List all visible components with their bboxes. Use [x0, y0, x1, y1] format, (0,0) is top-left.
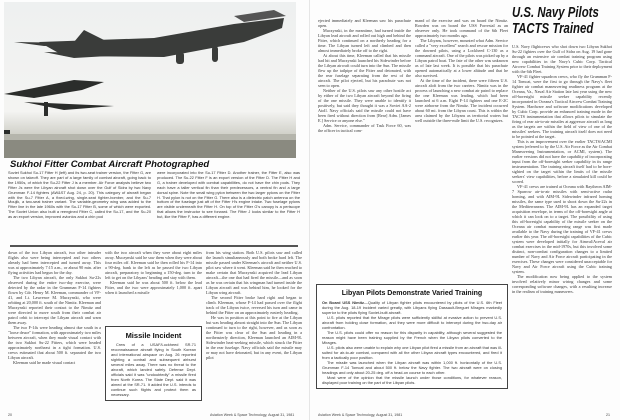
paragraph: The Libyans, however, mounted what Adm. Service called a "very excellent" search and rescue mission for the downed pilots, using a Lockheed C-130 as a command aircraft. One of the pilots was picked up by a Libyan patrol boat. The fate of the other was unknown as of late last week. It is possible that his parachute opened automatically at a lower altitude and that he also survived. — [415, 38, 508, 78]
paragraph: Kleeman said he was about 500 ft. below the lead Fitter, and the two were approximately 1,000 ft. apart when it launched a missile — [105, 280, 202, 295]
paragraph: VF-41 fighter squadron crews, who fly the Grumman F-14 Tomcat, were the first to go through the Navy's fleet fighter air combat maneuvering readiness program at the Oceana, Va., Naval Air Station late last year using the new off-boresight missile seeker capability recently incorporated in Oceana's Tactical Aircrew Combat Training System. Hardware and software modifications developed by Cubic Corp. provide an enhanced training mode in the TACTS instrumentation that allows pilots to simulate the firing of rear air-to-air missiles at aggressor aircraft as long as the targets are within the field of view of one of the missiles' seekers. The training aircraft itself does not need to be pointed at the target. — [512, 74, 612, 139]
article-column-1 — [8, 250, 101, 365]
box-text: Crew of a USAF/Lockheed SR-71 reconnaissance aircraft flying in South Korean and international airspace on Aug. 26 reported sighting a contrail and subsequent airburst several miles away. There was no threat to the aircraft, which landed safely. Defense Dept. officials said it was "undoubtedly" a missile fired from North Korea. The State Dept. said it was aimed at the SR-71. It added the U.S. intends to continue such flights and protect them as necessary. — [111, 342, 196, 397]
paragraph: The modification now being applied to the system involved relatively minor wiring changes and some corresponding software changes, with a resulting increase in the realism of training maneuvers. — [512, 274, 612, 294]
paragraph: Adm. Service, commander of Task Force 60, was the officer in tactical com- — [318, 123, 411, 133]
paragraph: U.S. Navy flightcrews who shot down two Libyan Sukhoi Su-22 fighters over the Gulf of Sidra on Aug. 19 had gone through an extensive air combat training program using new capabilities in the Navy's Cubic Corp. Tactical Aircrew Combat Training System prior to their deployment with the 6th Fleet. — [512, 44, 612, 74]
paragraph: ejected immediately and Kleeman saw his parachute open. — [318, 18, 411, 28]
paragraph: down of the two Libyan aircraft, two other intruder flights also were being intercepted and two others already had been intercepted and turned away. This was at approximately 7:15 a.m., or about 90 min. after flying activities had begun for the day. — [8, 250, 101, 275]
box-title: Missile Incident — [125, 331, 182, 340]
paragraph: The missile was launched when the Libyan aircraft was within 1,000 ft. horizontally of the U.S. Grumman F-14 Tomcat and about 500 ft. below the Navy fighter. The two aircraft were on closing headings and only about 20-25 deg. off a head-on course to each other. — [322, 360, 502, 375]
caption-divider — [10, 245, 298, 247]
right-page — [310, 0, 620, 420]
paragraph: The second Fitter broke hard right and began to climb. Kleeman, whose F-14 had passed over the flight track of the Libyan twice, reversed his turn and came in behind the Fitter on an approximately easterly heading. — [206, 295, 302, 315]
paragraph: The U.S. pilots could offer no reason for this disparity in capability, although several suggested the reason might have been training supplied by the French when the Libyan pilots converted to the Mirages. — [322, 330, 502, 345]
paragraph: mand of the exercise and was on board the Nimitz. Rowden was on board the USS Forrestal as an observer only. He took command of the 6th Fleet approximately two months ago. — [415, 18, 508, 38]
article-column-5 — [415, 18, 508, 123]
article-column-2 — [105, 250, 202, 295]
paragraph: This is an improvement over the earlier TACTS/ACMI system (referred to by the U.S. Air Force as the Air Combat Maneuvering Instrumentation, or ACMI, system). The earlier versions did not have the capability of incorporating input from the off-boresight seeker capability in its range instrumentation. The training aircraft itself had to be bore-sighted on the target within the limits of the missile seekers' view capabilities, before a simulated kill could be scored. — [512, 139, 612, 184]
page-footer: Aviation Week & Space Technology, August 31, 1981 — [318, 413, 403, 417]
paragraph: Neither of the U.S. pilots saw any other hostile act by either of the two Libyan aircraft beyond the firing of the one missile. They were unable to identify it positively, but said they thought it was a Soviet AA-2 Atoll. Navy officials said the missile could not have been fired without direction from [Rear] Adm. [James E.] Service or anyone else." — [318, 88, 411, 123]
paragraph: U.S. pilots reported that the Mirage pilots were sufficiently skillful at evasive action to prevent U.S. aircraft from holding close formation, and they were more difficult to intercept during the two-day air confrontation. — [322, 315, 502, 330]
paragraph: The two F-14s were heading almost due south in a "loose deuce" formation, with approximately two miles between aircraft, when they made visual contact with the two Sukhoi Su-22 Fitters, which were headed approximately northeast in a tight formation. U.S. crews estimated that about 500 ft. separated the two Libyan aircraft. — [8, 325, 101, 360]
article-column-4 — [318, 18, 411, 133]
photo-caption-col2: were incorporated into the Su-17 Fitter D. Another trainer, the Fitter E, also was produced. The Su-22 Fitter F is an export version of the Fitter D. The Fitter H and G, a trainer developed with combat capabilities, do not have the chin pods. They each have a taller vertical fin than their predecessors, a ventral fin and a large dorsal spine. Note the small wing pylon between the two larger pylons on the Fitter H. That pylon is not on the Fitter G. There also is a dielectric patch antenna on the bottom of the fuselage just aft of the Fitter H's engine intake. Two fuselage pylons are visible underneath the Fitter H. On top of the Fitter G's canopy is a periscope that allows the instructor to see forward. The Fitter J looks similar to the Fitter H but, like the Fitter F, has a different engine. — [157, 170, 300, 220]
paragraph: with the two aircraft when they were about eight miles away. Muczynski said he saw them when they were about four miles off. Kleeman said he then rolled his F-14 into a 90-deg. bank to the left as he passed the two Libyan aircraft, preparatory to beginning a 150-deg. turn to the left to get on the Libyans' heading and stay with them. — [105, 250, 202, 280]
paragraph: VF-41 crews are trained at Oceana with Raytheon AIM-7 Sparrow air-to-air missiles with semi-active radar homing, and with AIM-9L Sidewinder infrared homing missiles, the same type used to shoot down the Su-22s in the Mediterranean. The AIM-9L has an expanded target acquisition envelope, in terms of the off-boresight angle at which it can look on to a target. The possibility of using this off-boresight capability of the missile seeker on the Oceana air combat maneuvering range was first made available to the Navy during the training of VF-41 crews earlier this year. The off-boresight capabilities of the Cubic system were developed initially for Aimval/Aceval air combat exercises in the mid-1970s, but this involved some distinct, non-combat configuration changes to a limited number of Navy and Air Force aircraft participating in the exercises. These changes were considered unacceptable for Navy and Air Force aircraft using the Cubic training system. — [512, 184, 612, 274]
photo-caption-col1: Soviet Sukhoi Su-17 Fitter H (left) and its two-seat trainer version, the Fitter G, are shown on takeoff. They are part of a large family of combat aircraft, going back to the 1950s, of which the Su-22 Fitter J is a member. Air Force analysts believe two Fitter Js were the Libyan aircraft shot down over the Gulf of Sidra by two Navy Grumman F-14 fighters (AW&ST Aug. 24, p. 20). This category of aircraft began with the Su-7 Fitter A, a fixed-wing, single-seat fighter-bomber, and the Su-7 Moujik, a two-seat trainer variant. The variable-geometry wing was added to the Fitter line in the late 1960s with the Su-17 Fitter B, some of which were exported. The Soviet Union also built a reengined Fitter C, called the Su-17, and the Su-20 as an export version, improved avionics and a chin pod — [8, 170, 151, 220]
paragraph: from his wing station. Both U.S. pilots saw and called the launch simultaneously and both broke hard left. The missile passed under Kleeman's aircraft and neither U.S. pilot saw where it went. Kleeman said he then reached to make certain that Muczynski acquired the lead Libyan aircraft—the one that had fired the missile—and as soon as he was certain that his wingman had turned inside the Libyan aircraft and was behind him, he looked for the Libyan wing aircraft. — [206, 250, 302, 295]
sidebar-article — [512, 44, 612, 294]
article-column-3 — [206, 250, 302, 360]
page-number: 20 — [8, 413, 12, 417]
missile-incident-box — [105, 326, 202, 401]
libyan-pilots-box — [316, 284, 508, 389]
paragraph: At about this time, Kleeman called that his missile had hit and Muczynski launched his Sidewinder before the Libyan aircraft could turn into the Sun. The missile flew up the tailpipe of the Fitter and detonated, with the rear fuselage separating from the rest of the aircraft. The pilot ejected, but his parachute was not seen to open. — [318, 53, 411, 88]
dateline: On Board USS Nimitz — [322, 300, 364, 305]
paragraph: He was in position at this point to fire at the Libyan but was heading almost straight into the Sun. The Libyan continued to turn to the right, however, and as soon as the Fitter was clear of the Sun and heading in a northeasterly direction, Kleeman launched an AIM-9L Sidewinder heat-seeking missile, which struck the Fitter in the rear fuselage. Navy officials said the missile may or may not have detonated, but in any event, the Libyan pilot — [206, 315, 302, 360]
paragraph: U.S. pilots also were unable to explain why one Libyan pilot fired a missile from an aircraft that was ill-suited for air-to-air combat, compared with all the other Libyan aircraft types encountered, and fired it from a tactically poor position. — [322, 345, 502, 360]
paragraph: —Quality of Libyan fighter pilots encountered by pilots of the U.S. 6th Fleet during the Aug. 18-19 incident varied greatly, with Libyans flying Dassault-Breguet Mirages markedly superior to the pilots flying Soviet-built aircraft. — [322, 300, 502, 315]
aircraft-takeoff-illustration — [4, 2, 296, 158]
paragraph: The two Libyan aircraft, the only Sukhoi Su-22s observed during the entire two-day exercise, were detected by the radar in the Grumman F-14 fighters flown by Cdr. Henry M. Kleeman, commander of VF-41, and Lt. Lawrence M. Muczynski, who were orbiting at 20,000 ft. south of the Nimitz. Kleeman and Muczynski reported their contact to the Nimitz and were directed to move south from their combat air patrol orbit to intercept the Libyan aircraft and warn them away. — [8, 275, 101, 325]
page-number: 21 — [606, 413, 610, 417]
paragraph: At the time of the incident, there were fifteen U.S. aircraft aloft from the two carriers. Nimitz was in the process of launching a new combat air patrol to replace the one Kleeman was leading, which had been launched at 6 a.m. Eight F-14 fighters and one E-2C were airborne from the Nimitz. The incident occurred about 60 mi. from the Libyan coast. This is within the area claimed by the Libyans as territorial waters but well outside the three-mile limit the U.S. recognizes. — [415, 78, 508, 123]
photo-caption-title: Sukhoi Fitter Combat Aircraft Photographed — [10, 159, 210, 170]
page-footer: Aviation Week & Space Technology, August 31, 1981 — [210, 413, 295, 417]
box-title: Libyan Pilots Demonstrate Varied Training — [341, 290, 483, 297]
paragraph: Muczynski, in the meantime, had turned inside the Libyan lead aircraft and rolled out high and behind the Fitter, which continued on a northerly heading for a time. The Libyan turned left and climbed and then almost immediately broke off to the right. — [318, 28, 411, 53]
sukhoi-fitter-photo — [4, 2, 296, 158]
sidebar-title: U.S. Navy Pilots TACTS Trained — [512, 4, 599, 37]
paragraph: Kleeman said he made visual contact — [13, 360, 76, 365]
paragraph: Most were of the opinion that the missile launch under those conditions, for whatever reason, displayed poor training on the part of the Libyan pilots. — [322, 375, 502, 385]
